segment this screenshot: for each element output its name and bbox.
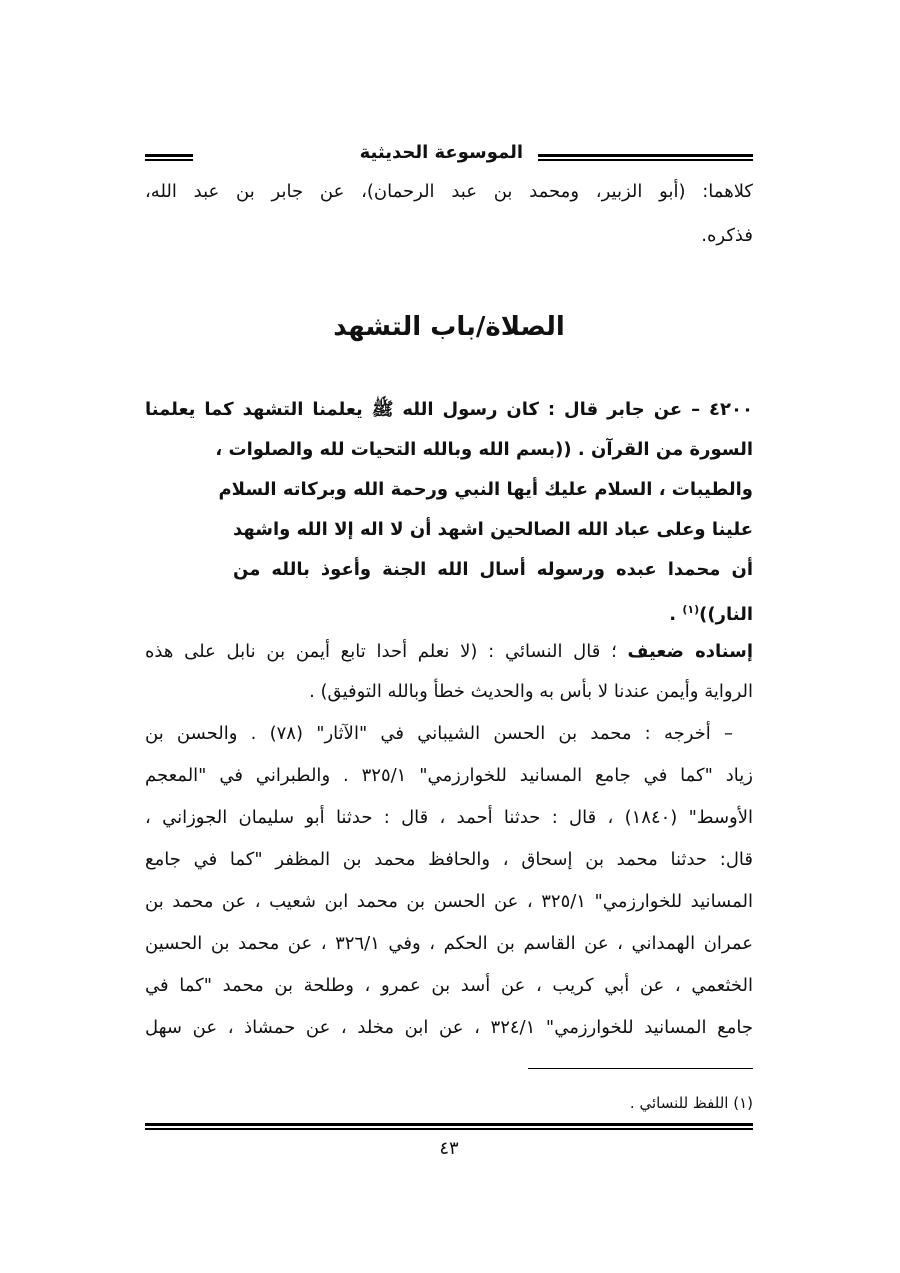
takhrij-line: المسانيد للخوارزمي" ٣٢٥/١ ، عن الحسن بن محمد ابن شعيب ، عن محمد بن bbox=[145, 891, 754, 912]
hadith-line: ٤٢٠٠ – عن جابر قال : كان رسول الله ﷺ يعلمنا التشهد كما يعلمنا bbox=[145, 399, 753, 420]
hadith-line: النار)) bbox=[699, 604, 753, 625]
hadith-last-line bbox=[233, 598, 753, 627]
running-header-title: الموسوعة الحديثية bbox=[359, 142, 523, 163]
takhrij-line: الأوسط" (١٨٤٠) ، قال : حدثنا أحمد ، قال : حدثنا أبو سليمان الجوزاني ، bbox=[145, 807, 753, 828]
footnote: (١) اللفظ للنسائي . bbox=[629, 1094, 753, 1112]
takhrij-line: جامع المسانيد للخوارزمي" ٣٢٤/١ ، عن ابن مخلد ، عن حمشاذ ، عن سهل bbox=[145, 1017, 753, 1038]
footnote-separator bbox=[528, 1068, 753, 1069]
hadith-end-punct: . bbox=[669, 604, 683, 625]
running-header bbox=[145, 140, 753, 170]
takhrij-line: – أخرجه : محمد بن الحسن الشيباني في "الآثار" (٧٨) . والحسن بن bbox=[145, 723, 733, 744]
intro-line: فذكره. bbox=[701, 225, 753, 246]
takhrij-line: الخثعمي ، عن أبي كريب ، عن أسد بن عمرو ، وطلحة بن محمد "كما في bbox=[145, 975, 753, 996]
grading-line: الرواية وأيمن عندنا لا بأس به والحديث خطأ وبالله التوفيق) . bbox=[309, 681, 753, 702]
chapter-heading: الصلاة/باب التشهد bbox=[333, 312, 565, 342]
grading-label: إسناده ضعيف bbox=[627, 641, 753, 662]
header-rule-left bbox=[145, 154, 193, 161]
hadith-line: أن محمدا عبده ورسوله أسال الله الجنة وأعوذ بالله من bbox=[233, 559, 753, 580]
book-page bbox=[145, 0, 753, 1273]
takhrij-line: عمران الهمداني ، عن القاسم بن الحكم ، وفي ٣٢٦/١ ، عن محمد بن الحسين bbox=[145, 933, 753, 954]
grading-text: ؛ قال النسائي : (لا نعلم أحدا تابع أيمن بن نابل على هذه bbox=[145, 641, 617, 662]
takhrij-line: زياد "كما في جامع المسانيد للخوارزمي" ٣٢٥/١ . والطبراني في "المعجم bbox=[145, 765, 753, 786]
page-number: ٤٣ bbox=[439, 1138, 459, 1159]
footnote-marker: (١) bbox=[682, 603, 700, 616]
hadith-line: السورة من القرآن . ((بسم الله وبالله التحيات لله والصلوات ، bbox=[215, 439, 753, 460]
hadith-line: علينا وعلى عباد الله الصالحين اشهد أن لا اله إلا الله واشهد bbox=[233, 519, 753, 540]
intro-line: كلاهما: (أبو الزبير، ومحمد بن عبد الرحمان)، عن جابر بن عبد الله، bbox=[145, 181, 753, 202]
takhrij-line: قال: حدثنا محمد بن إسحاق ، والحافظ محمد بن المظفر "كما في جامع bbox=[145, 849, 753, 870]
hadith-line: والطيبات ، السلام عليك أيها النبي ورحمة الله وبركاته السلام bbox=[218, 479, 753, 500]
grading-line bbox=[145, 640, 753, 664]
footer-rule bbox=[145, 1123, 753, 1130]
